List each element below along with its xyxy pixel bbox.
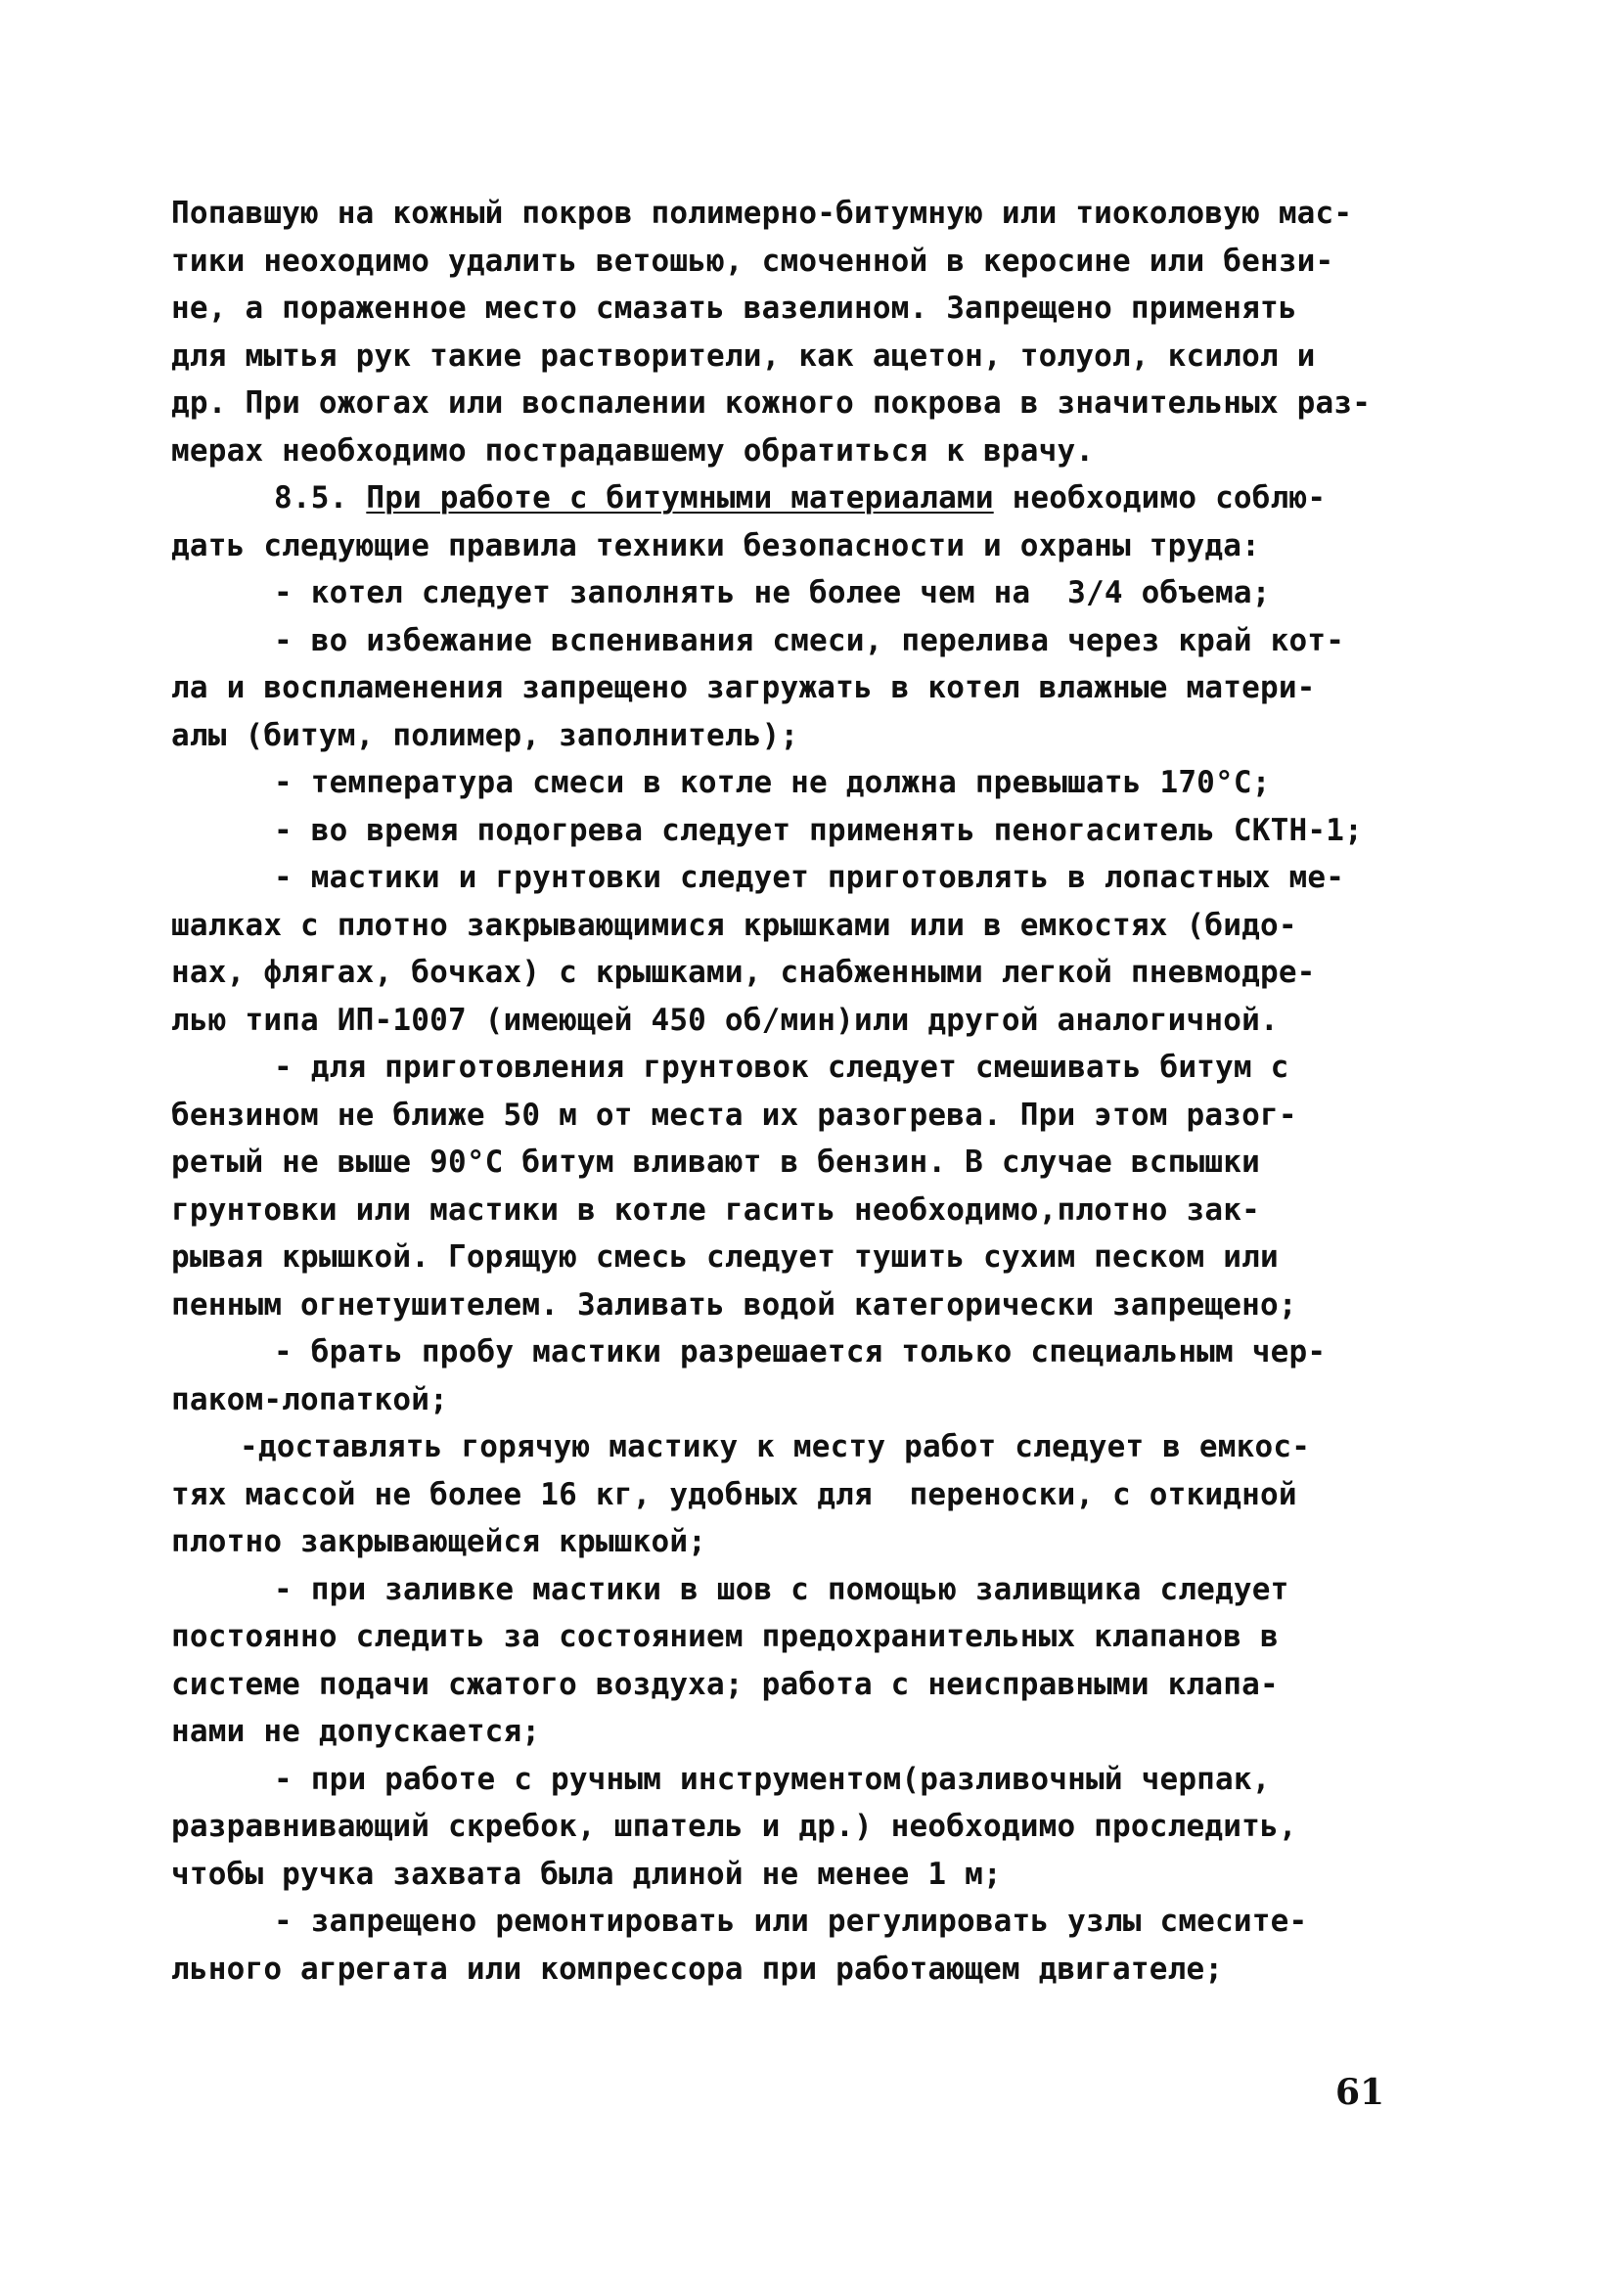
text-line-content: чтобы ручка захвата была длиной не менее 1 м; [171, 1856, 1002, 1892]
text-line [274, 1760, 1271, 1807]
text-line [240, 1427, 1310, 1474]
text-line-content: тях массой не более 16 кг, удобных для переноски, с откидной [171, 1476, 1297, 1512]
text-line [274, 858, 1344, 905]
text-line [171, 289, 1297, 336]
text-line-content: - запрещено ремонтировать или регулировать узлы смесите- [274, 1904, 1308, 1939]
text-line [274, 478, 1326, 525]
text-line-content: шалках с плотно закрывающимися крышками или в емкостях (бидо- [171, 907, 1297, 943]
text-line-content: нах, флягах, бочках) с крышками, снабженными легкой пневмодре- [171, 955, 1316, 990]
text-line [171, 526, 1260, 573]
text-line-content: разравнивающий скребок, шпатель и др.) необходимо проследить, [171, 1809, 1297, 1844]
page-number: 61 [1335, 2072, 1385, 2113]
text-line-content: др. При ожогах или воспалении кожного покрова в значительных раз- [171, 385, 1372, 421]
text-line [274, 1902, 1307, 1949]
text-line [171, 1143, 1260, 1190]
text-line [171, 953, 1316, 1000]
text-line [274, 1048, 1289, 1095]
text-line-content: не, а пораженное место смазать вазелином. Запрещено применять [171, 291, 1297, 326]
text-line [171, 906, 1297, 953]
text-line [171, 1522, 706, 1569]
text-line-content: бензином не ближе 50 м от места их разогрева. При этом разог- [171, 1097, 1297, 1133]
text-line-content: системе подачи сжатого воздуха; работа с неисправными клапа- [171, 1666, 1279, 1702]
text-line-content: - при работе с ручным инструментом(разливочный черпак, [274, 1761, 1271, 1797]
text-line [171, 1712, 540, 1759]
text-line [171, 1617, 1279, 1664]
text-line [171, 1855, 1002, 1902]
text-line-content: - мастики и грунтовки следует приготовлять в лопастных ме- [274, 860, 1345, 895]
text-line [171, 1807, 1297, 1854]
text-line-content: - при заливке мастики в шов с помощью заливщика следует [274, 1571, 1289, 1607]
text-line-content: - брать пробу мастики разрешается только специальным чер- [274, 1334, 1327, 1370]
text-line [171, 431, 1094, 478]
text-line-content: нами не допускается; [171, 1714, 541, 1749]
text-line-content: плотно закрывающейся крышкой; [171, 1524, 707, 1559]
section-heading-underlined: При работе с битумными материалами [366, 480, 994, 516]
text-line-content: ла и воспламенения запрещено загружать в котел влажные матери- [171, 670, 1316, 705]
text-line [171, 716, 798, 763]
text-line [171, 1096, 1297, 1143]
text-line-content: рывая крышкой. Горящую смесь следует тушить сухим песком или [171, 1239, 1279, 1275]
text-line [171, 1237, 1279, 1284]
text-line-content: 8.5. [274, 480, 367, 516]
text-line [171, 242, 1333, 289]
text-line-content: паком-лопаткой; [171, 1381, 448, 1417]
text-line-content: - котел следует заполнять не более чем на 3/4 объема; [274, 575, 1271, 610]
text-line [274, 1332, 1326, 1379]
text-line [274, 621, 1344, 668]
text-line-content: - для приготовления грунтовок следует смешивать битум с [274, 1050, 1289, 1085]
text-line-content: дать следующие правила техники безопасности и охраны труда: [171, 527, 1260, 563]
text-line-content: -доставлять горячую мастику к месту работ следует в емкос- [240, 1429, 1311, 1464]
text-line-content: для мытья рук такие растворители, как ацетон, толуол, ксилол и [171, 337, 1316, 374]
text-line [171, 1001, 1279, 1048]
text-line [274, 573, 1271, 620]
text-line-content: мерах необходимо пострадавшему обратиться к врачу. [171, 432, 1095, 469]
text-line-content: - во время подогрева следует применять пеногаситель СКТН-1; [274, 812, 1363, 848]
text-line-content: грунтовки или мастики в котле гасить необходимо,плотно зак- [171, 1191, 1260, 1228]
text-line-content: льного агрегата или компрессора при работающем двигателе; [171, 1951, 1224, 1987]
text-line-content: алы (битум, полимер, заполнитель); [171, 717, 799, 753]
text-line-content: тики неоходимо удалить ветошью, смоченной в керосине или бензи- [171, 243, 1334, 279]
text-line [171, 337, 1316, 383]
text-line [171, 668, 1316, 715]
text-line [171, 1665, 1279, 1712]
text-line-content: ретый не выше 90°С битум вливают в бензин. В случае вспышки [171, 1145, 1260, 1180]
text-line-content: Попавшую на кожный покров полимерно-битумную или тиоколовую мас- [171, 196, 1353, 231]
text-line [171, 1475, 1297, 1522]
text-line [274, 763, 1271, 810]
text-line-continuation: необходимо соблю- [993, 480, 1327, 516]
text-line [171, 1285, 1297, 1332]
text-line [274, 1570, 1289, 1617]
text-line-content: - температура смеси в котле не должна превышать 170°С; [274, 765, 1271, 800]
text-line-content: постоянно следить за состоянием предохранительных клапанов в [171, 1619, 1279, 1654]
text-line [274, 811, 1363, 858]
text-line-content: пенным огнетушителем. Заливать водой категорически запрещено; [171, 1286, 1297, 1323]
text-line-content: лью типа ИП-1007 (имеющей 450 об/мин)или другой аналогичной. [171, 1002, 1279, 1038]
text-line [171, 1950, 1223, 1997]
text-line [171, 194, 1352, 241]
text-line [171, 383, 1371, 430]
text-line-content: - во избежание вспенивания смеси, перелива через край кот- [274, 622, 1345, 658]
text-line [171, 1380, 448, 1427]
text-line [171, 1190, 1260, 1237]
